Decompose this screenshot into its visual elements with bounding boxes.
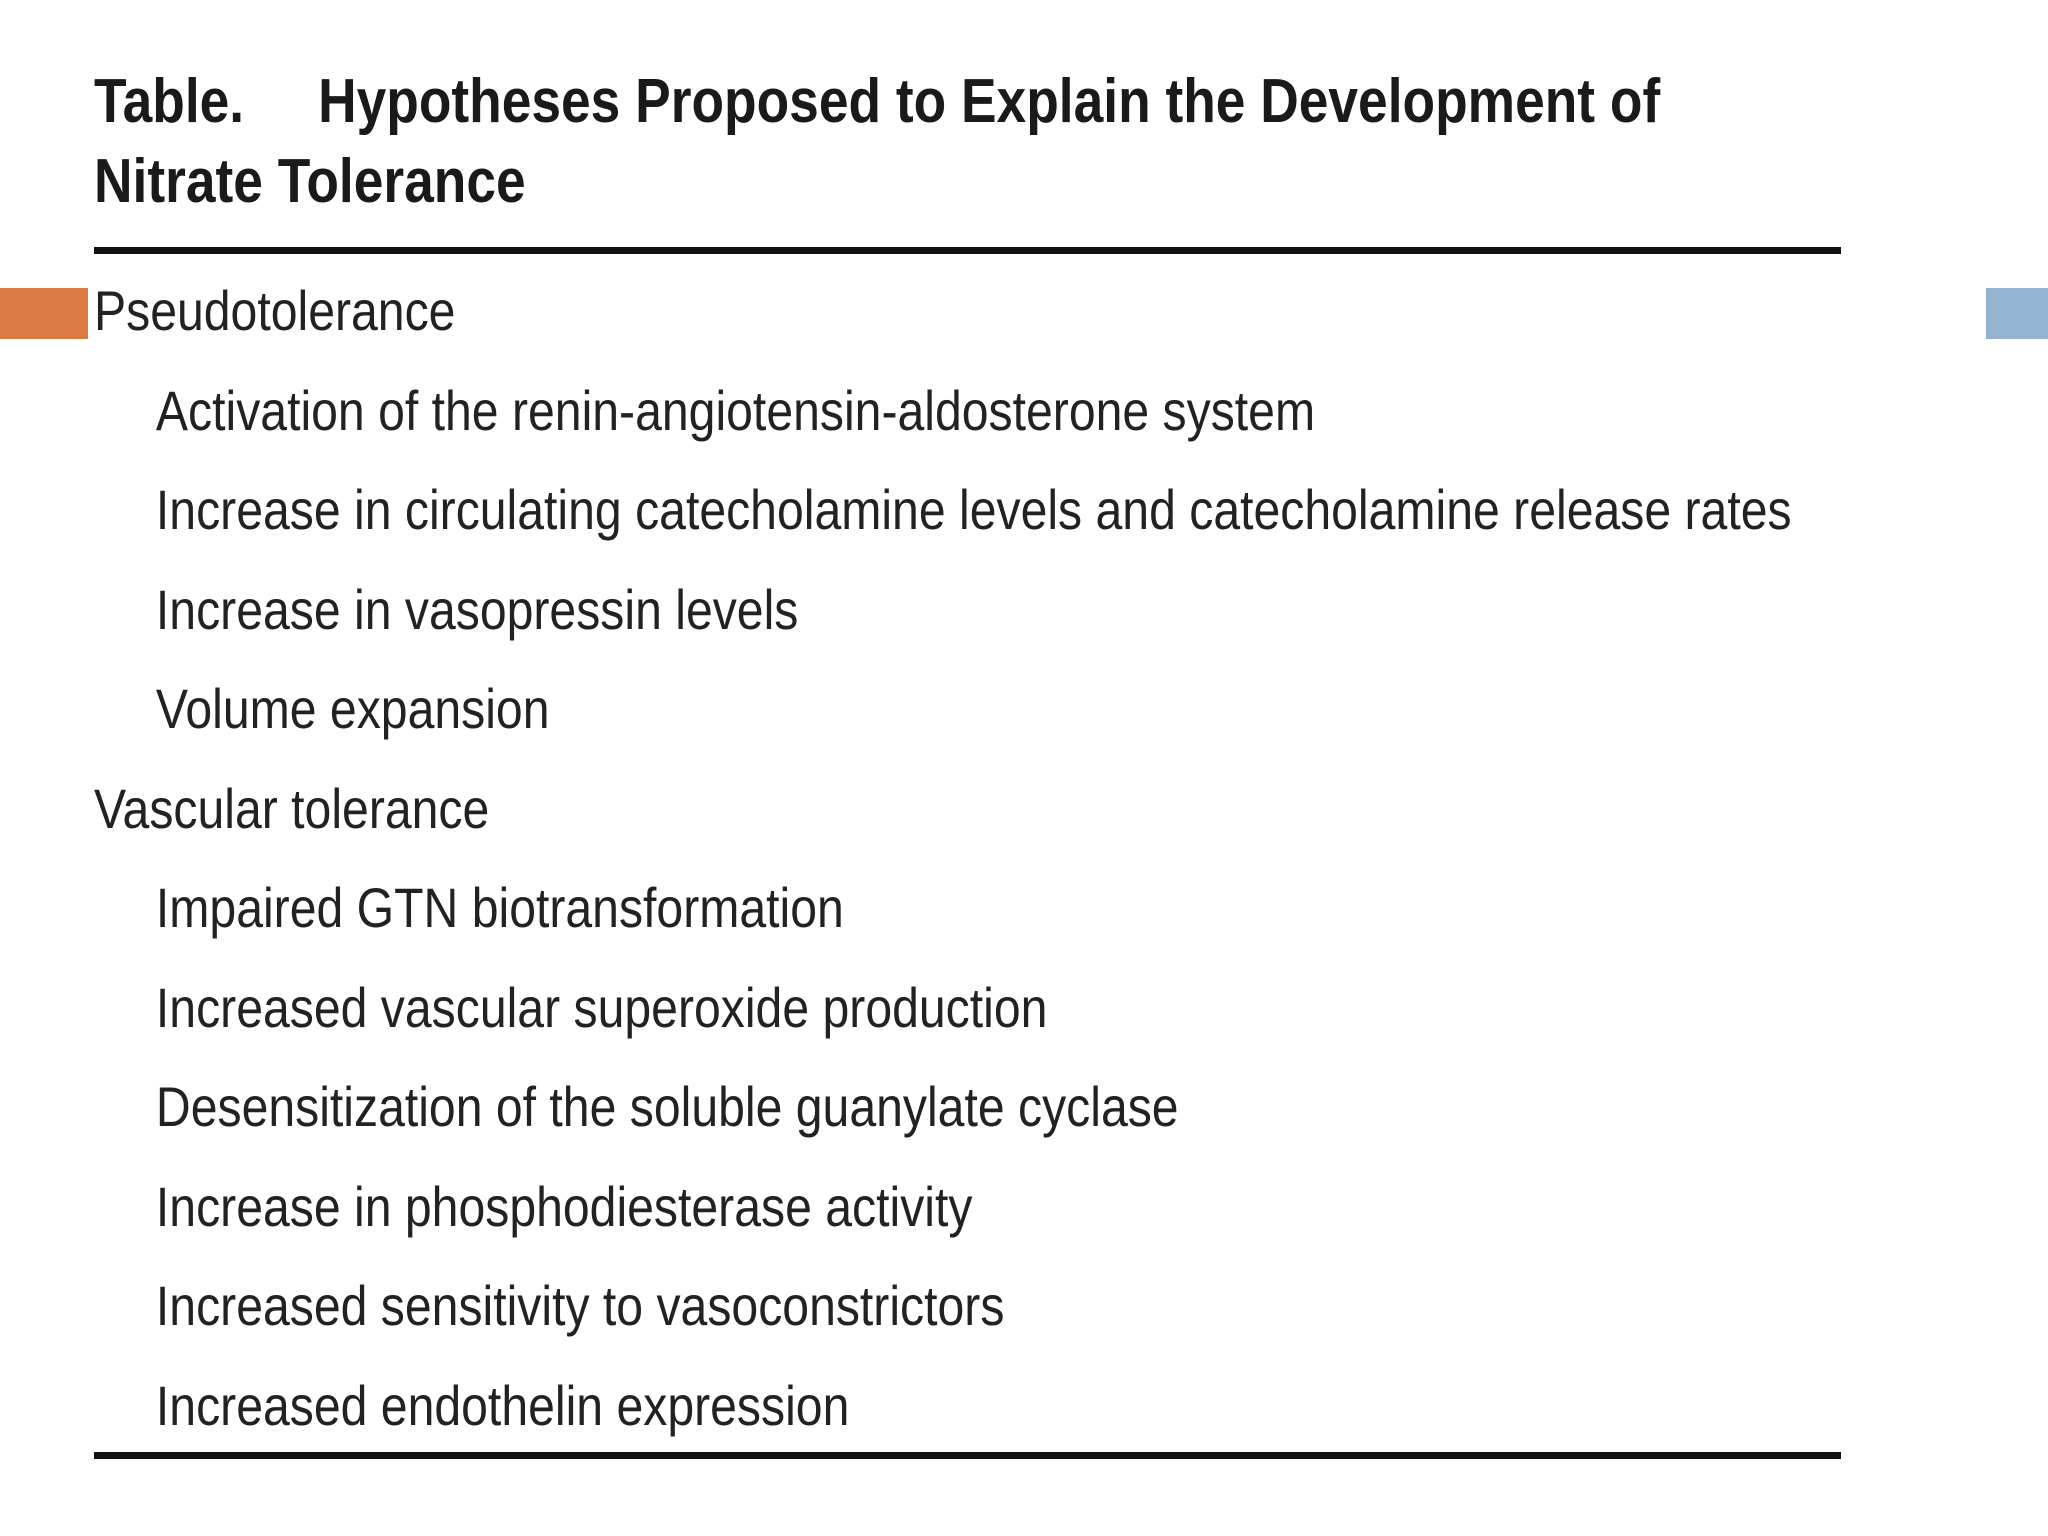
slide-accent-bar-right — [1986, 288, 2048, 339]
group-heading-vascular-tolerance: Vascular tolerance — [94, 776, 490, 840]
table-title-line2: Nitrate Tolerance — [94, 147, 526, 216]
table-row: Desensitization of the soluble guanylate cyclase — [155, 1075, 1179, 1138]
table-row: Increase in vasopressin levels — [155, 577, 799, 641]
table-label: Table. — [94, 67, 245, 136]
table-top-rule — [94, 247, 1841, 254]
table-row: Activation of the renin-angiotensin-aldosterone system — [155, 378, 1316, 442]
table-row: Increased endothelin expression — [155, 1373, 850, 1437]
table-row: Increased sensitivity to vasoconstrictors — [155, 1274, 1005, 1337]
table-title-line1: Hypotheses Proposed to Explain the Development of — [318, 67, 1661, 136]
slide-accent-bar-left — [0, 288, 88, 339]
table-body — [94, 265, 1854, 1459]
group-heading-pseudotolerance: Pseudotolerance — [94, 279, 456, 342]
table-row: Increase in circulating catecholamine levels and catecholamine release rates — [155, 478, 1792, 541]
table-bottom-rule — [94, 1452, 1841, 1459]
table-row: Impaired GTN biotransformation — [155, 876, 844, 939]
table-row: Volume expansion — [155, 677, 550, 740]
table-row: Increased vascular superoxide production — [155, 975, 1048, 1039]
table-caption — [94, 62, 1661, 222]
table-row: Increase in phosphodiesterase activity — [155, 1174, 973, 1238]
